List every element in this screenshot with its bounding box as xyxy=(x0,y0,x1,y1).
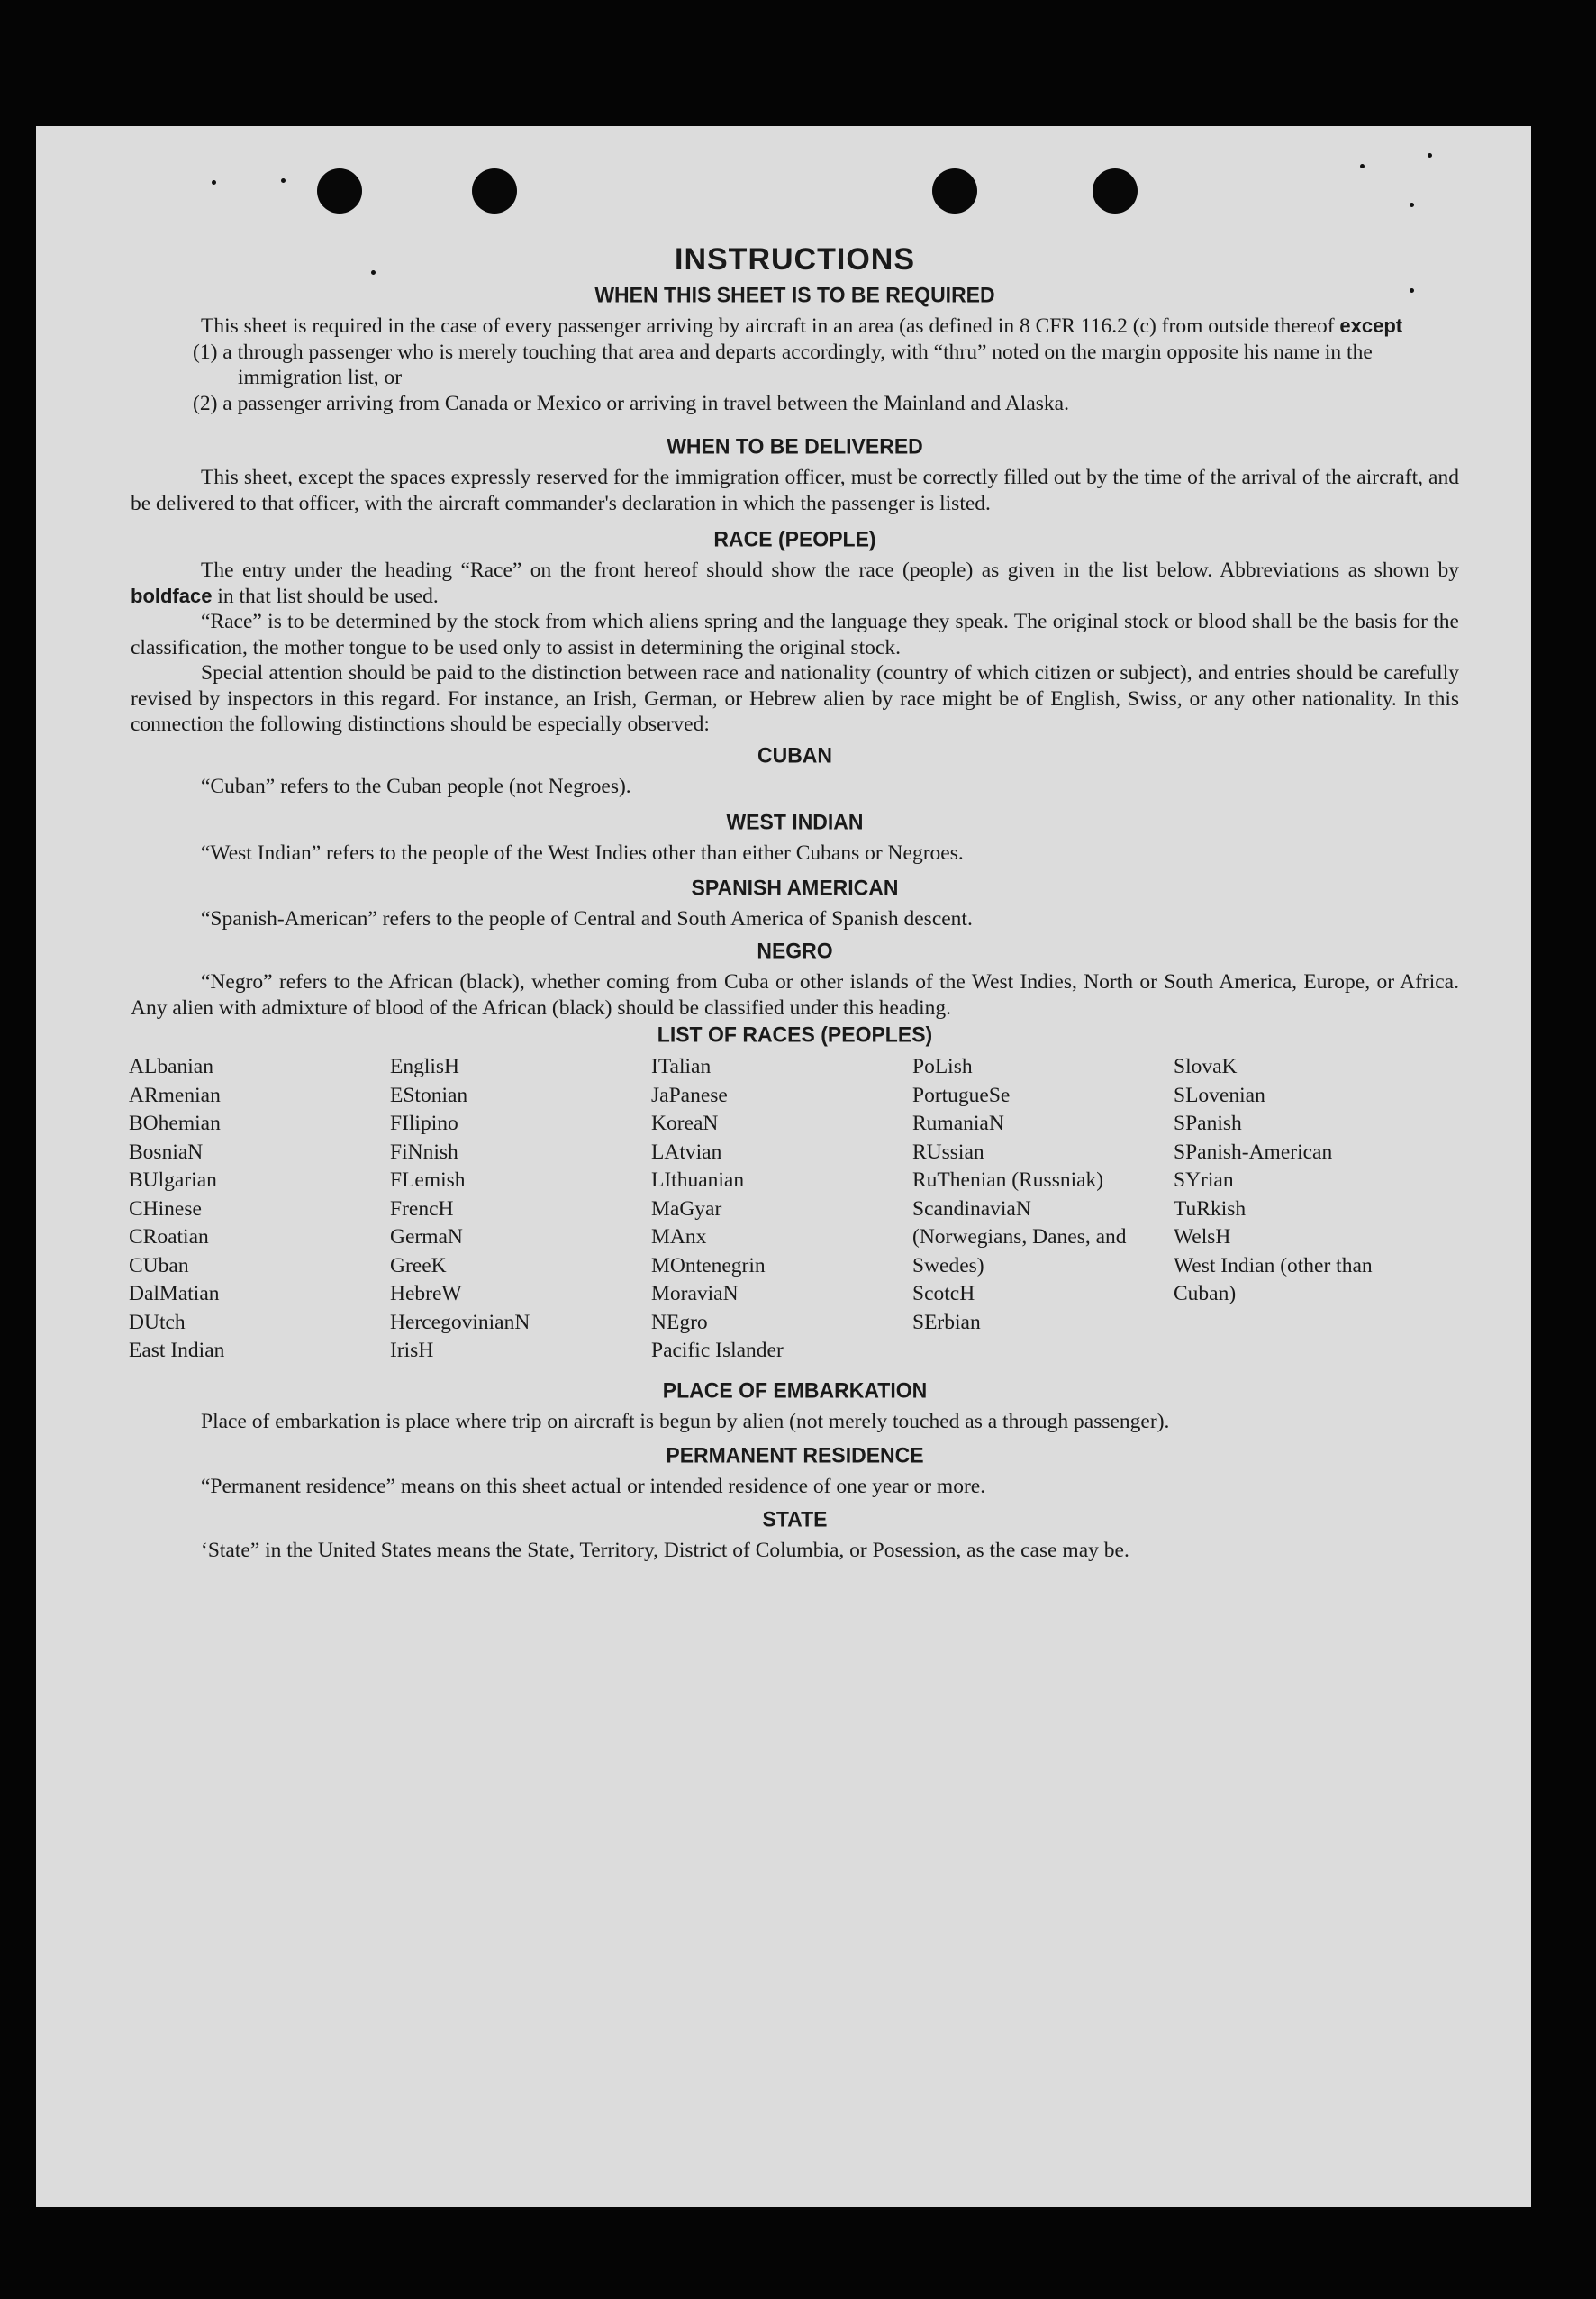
race-item: GreeK xyxy=(390,1253,447,1277)
speck xyxy=(1410,203,1414,207)
heading-west-indian: WEST INDIAN xyxy=(726,809,864,834)
delivered-text: This sheet, except the spaces expressly reserved for the immigration officer, must be correctly filled out by the time of the arrival of the aircraft, and be delivered to that officer, with the aircraft commander's declaration in which the passenger is listed. xyxy=(131,466,1459,515)
speck xyxy=(281,178,286,183)
race-item: EnglisH xyxy=(390,1055,460,1078)
race-item: Pacific Islander xyxy=(651,1339,784,1362)
races-column-3 xyxy=(651,1053,912,1366)
heading-spanish-american: SPANISH AMERICAN xyxy=(691,874,899,900)
required-item-1: (1) a through passenger who is merely touching that area and departs accordingly, with “thru” noted on the margin opposite his name in the immigration list, or xyxy=(193,340,1373,389)
heading-state: STATE xyxy=(762,1505,828,1531)
race-item: ALbanian xyxy=(129,1055,213,1078)
heading-permanent-residence: PERMANENT RESIDENCE xyxy=(666,1442,924,1468)
negro-text: “Negro” refers to the African (black), whether coming from Cuba or other islands of the West Indies, North or South America, Europe, or Africa. Any alien with admixture of blood of the African (black) should be classified under this heading. xyxy=(131,970,1459,1020)
heading-when-delivered: WHEN TO BE DELIVERED xyxy=(667,433,923,459)
races-column-1 xyxy=(129,1053,390,1366)
race-item: BUlgarian xyxy=(129,1168,217,1192)
race-item: PoLish xyxy=(912,1055,973,1078)
required-item-2: (2) a passenger arriving from Canada or Mexico or arriving in travel between the Mainland and Alaska. xyxy=(193,391,1069,415)
race-item: MoraviaN xyxy=(651,1282,739,1305)
race-item: IrisH xyxy=(390,1339,434,1362)
document-sheet xyxy=(36,126,1531,2207)
races-column-5 xyxy=(1174,1053,1435,1366)
race-item: RuThenian (Russniak) xyxy=(912,1168,1104,1192)
race-item: LIthuanian xyxy=(651,1168,745,1192)
residence-text: “Permanent residence” means on this sheet actual or intended residence of one year or more. xyxy=(201,1475,986,1498)
race-item: ScandinaviaN (Norwegians, Danes, and Swedes) xyxy=(912,1196,1127,1277)
race-item: SPanish-American xyxy=(1174,1140,1333,1164)
heading-cuban: CUBAN xyxy=(757,741,833,768)
page-title: INSTRUCTIONS xyxy=(675,242,915,277)
state-text: ‘State” in the United States means the State, Territory, District of Columbia, or Posession, as the case may be. xyxy=(201,1538,1129,1562)
race-item: DalMatian xyxy=(129,1282,220,1305)
races-list xyxy=(129,1053,1480,1366)
race-item: FLemish xyxy=(390,1168,466,1192)
spanish-american-text: “Spanish-American” refers to the people of Central and South America of Spanish descent. xyxy=(201,906,973,931)
speck xyxy=(212,180,216,185)
race-item: JaPanese xyxy=(651,1083,728,1107)
race-item: ScotcH xyxy=(912,1282,975,1305)
race-item: MOntenegrin xyxy=(651,1253,766,1277)
race-item: NEgro xyxy=(651,1310,708,1334)
speck xyxy=(1360,164,1365,168)
race-item: SlovaK xyxy=(1174,1055,1238,1078)
race-item: WelsH xyxy=(1174,1225,1231,1249)
race-item: DUtch xyxy=(129,1310,186,1334)
punch-hole xyxy=(317,168,362,214)
race-item: PortugueSe xyxy=(912,1083,1011,1107)
speck xyxy=(1428,153,1432,158)
race-item: West Indian (other than Cuban) xyxy=(1174,1253,1373,1305)
heading-race: RACE (PEOPLE) xyxy=(713,526,876,551)
embarkation-text: Place of embarkation is place where trip on aircraft is begun by alien (not merely touched as a through passenger). xyxy=(201,1409,1170,1433)
race-item: FiNnish xyxy=(390,1140,458,1164)
race-item: KoreaN xyxy=(651,1112,719,1135)
race-item: TuRkish xyxy=(1174,1196,1247,1221)
races-column-4 xyxy=(912,1053,1174,1366)
race-item: CHinese xyxy=(129,1196,202,1221)
heading-place-of-embarkation: PLACE OF EMBARKATION xyxy=(662,1377,928,1403)
race-item: CUban xyxy=(129,1253,189,1277)
race-item: MaGyar xyxy=(651,1196,722,1221)
race-paragraph-1: The entry under the heading “Race” on the front hereof should show the race (people) as given in the list below. Abbreviations as shown by boldface in that list should be used. xyxy=(131,559,1459,608)
heading-negro: NEGRO xyxy=(757,938,833,963)
race-item: MAnx xyxy=(651,1225,707,1249)
race-item: SLovenian xyxy=(1174,1083,1265,1107)
race-item: LAtvian xyxy=(651,1140,722,1164)
race-item: RumaniaN xyxy=(912,1112,1004,1135)
document-content xyxy=(131,241,1459,1563)
race-item: RUssian xyxy=(912,1140,984,1164)
heading-list-of-races: LIST OF RACES (PEOPLES) xyxy=(657,1022,933,1047)
race-item: BosniaN xyxy=(129,1140,204,1164)
heading-when-required: WHEN THIS SHEET IS TO BE REQUIRED xyxy=(594,282,995,307)
races-column-2 xyxy=(390,1053,651,1366)
race-item: FIlipino xyxy=(390,1112,458,1135)
race-item: EStonian xyxy=(390,1083,468,1107)
cuban-text: “Cuban” refers to the Cuban people (not Negroes). xyxy=(201,774,631,798)
race-item: SYrian xyxy=(1174,1168,1234,1192)
race-item: BOhemian xyxy=(129,1112,221,1135)
required-intro: This sheet is required in the case of every passenger arriving by aircraft in an area (as defined in 8 CFR 116.2 (c) from outside thereof except xyxy=(201,314,1403,338)
punch-hole xyxy=(1093,168,1138,214)
race-item: GermaN xyxy=(390,1225,463,1249)
race-item: HercegovinianN xyxy=(390,1310,530,1334)
race-item: ITalian xyxy=(651,1055,712,1078)
race-item: CRoatian xyxy=(129,1225,209,1249)
race-item: HebreW xyxy=(390,1282,462,1305)
punch-hole xyxy=(472,168,517,214)
race-paragraph-3: Special attention should be paid to the distinction between race and nationality (country of which citizen or subject), and entries should be carefully revised by inspectors in this regard. For instance, an Irish, German, or Hebrew alien by race might be of English, Swiss, or any other nationality. In this connection the following distinctions should be especially observed: xyxy=(131,661,1459,736)
race-item: SErbian xyxy=(912,1310,981,1334)
race-item: East Indian xyxy=(129,1339,225,1362)
race-item: FrencH xyxy=(390,1196,454,1221)
punch-hole xyxy=(932,168,977,214)
race-item: SPanish xyxy=(1174,1112,1242,1135)
west-indian-text: “West Indian” refers to the people of the West Indies other than either Cubans or Negroes. xyxy=(201,841,964,865)
race-item: ARmenian xyxy=(129,1083,221,1107)
race-paragraph-2: “Race” is to be determined by the stock from which aliens spring and the language they speak. The original stock or blood shall be the basis for the classification, the mother tongue to be used only to assist in determining the original stock. xyxy=(131,610,1459,659)
